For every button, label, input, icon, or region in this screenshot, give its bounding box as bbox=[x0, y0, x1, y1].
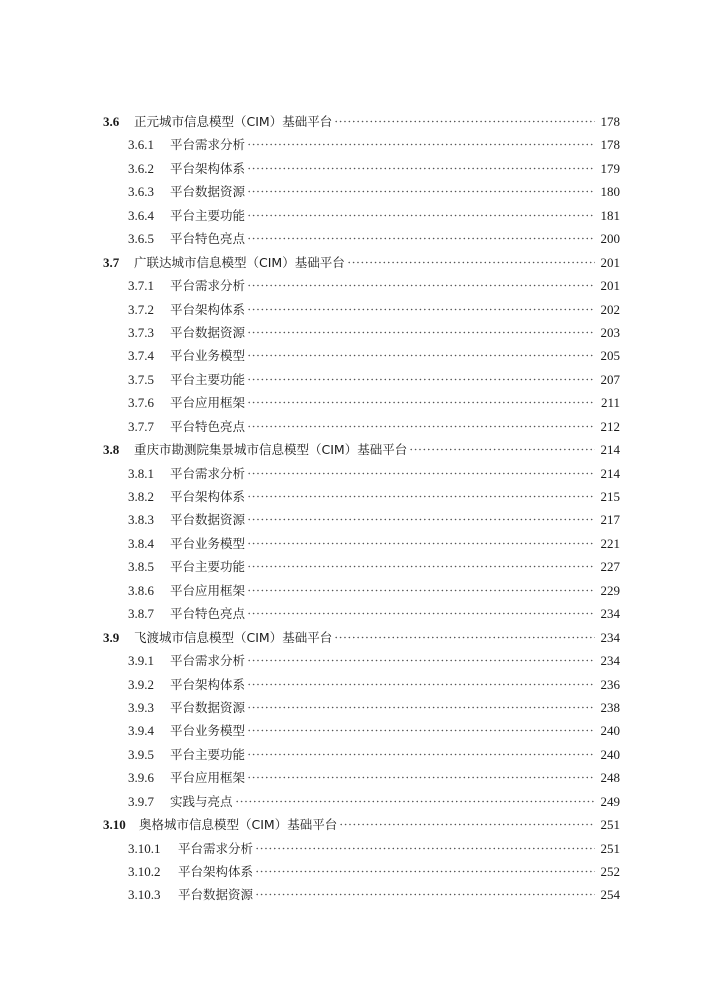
section-title: 重庆市勘测院集景城市信息模型（CIM）基础平台 bbox=[134, 442, 408, 458]
toc-subsection[interactable] bbox=[103, 766, 620, 789]
page-number: 240 bbox=[600, 746, 620, 762]
page-number: 221 bbox=[600, 535, 620, 551]
dot-leader bbox=[247, 167, 595, 170]
dot-leader bbox=[247, 776, 595, 779]
subsection-number: 3.10.1 bbox=[128, 840, 161, 856]
dot-leader bbox=[247, 143, 595, 146]
section-title: 飞渡城市信息模型（CIM）基础平台 bbox=[134, 629, 333, 645]
subsection-number: 3.9.6 bbox=[128, 770, 154, 786]
subsection-title: 平台应用框架 bbox=[170, 395, 246, 411]
dot-leader bbox=[255, 870, 595, 873]
dot-leader bbox=[247, 308, 595, 311]
dot-leader bbox=[334, 120, 595, 123]
table-of-contents bbox=[103, 110, 620, 907]
subsection-title: 平台特色亮点 bbox=[170, 231, 246, 247]
subsection-title: 平台架构体系 bbox=[170, 676, 246, 692]
section-number: 3.6 bbox=[103, 114, 120, 129]
toc-section[interactable] bbox=[103, 251, 620, 274]
dot-leader bbox=[247, 237, 595, 240]
dot-leader bbox=[247, 612, 595, 615]
dot-leader bbox=[334, 636, 595, 639]
subsection-number: 3.7.4 bbox=[128, 348, 154, 364]
subsection-number: 3.7.1 bbox=[128, 278, 154, 294]
subsection-title: 平台数据资源 bbox=[170, 512, 246, 528]
dot-leader bbox=[247, 401, 595, 404]
page-number: 205 bbox=[600, 348, 620, 364]
toc-subsection[interactable] bbox=[103, 555, 620, 578]
subsection-number: 3.8.1 bbox=[128, 465, 154, 481]
subsection-title: 平台主要功能 bbox=[170, 207, 246, 223]
page-number: 214 bbox=[600, 465, 620, 481]
dot-leader bbox=[255, 847, 595, 850]
page-number: 248 bbox=[600, 770, 620, 786]
subsection-title: 平台主要功能 bbox=[170, 559, 246, 575]
page-number: 249 bbox=[600, 793, 620, 809]
toc-subsection[interactable] bbox=[103, 180, 620, 203]
toc-subsection[interactable] bbox=[103, 391, 620, 414]
page-number: 234 bbox=[600, 606, 620, 622]
subsection-title: 平台架构体系 bbox=[170, 160, 246, 176]
toc-subsection[interactable] bbox=[103, 133, 620, 156]
subsection-title: 平台需求分析 bbox=[170, 653, 246, 669]
dot-leader bbox=[347, 261, 595, 264]
dot-leader bbox=[247, 542, 595, 545]
page-number: 251 bbox=[600, 817, 620, 833]
subsection-number: 3.8.4 bbox=[128, 535, 154, 551]
section-title: 正元城市信息模型（CIM）基础平台 bbox=[134, 114, 333, 129]
dot-leader bbox=[247, 659, 595, 662]
subsection-title: 平台特色亮点 bbox=[170, 606, 246, 622]
dot-leader bbox=[255, 893, 595, 896]
subsection-number: 3.6.1 bbox=[128, 137, 154, 153]
subsection-title: 平台需求分析 bbox=[170, 137, 246, 153]
toc-subsection[interactable] bbox=[103, 368, 620, 391]
toc-subsection[interactable] bbox=[103, 274, 620, 297]
page-number: 215 bbox=[600, 489, 620, 504]
page-number: 178 bbox=[600, 137, 620, 153]
subsection-number: 3.10.2 bbox=[128, 864, 161, 879]
subsection-title: 平台需求分析 bbox=[178, 840, 254, 856]
toc-section[interactable] bbox=[103, 438, 620, 461]
page-number: 240 bbox=[600, 723, 620, 739]
section-number: 3.10 bbox=[103, 817, 126, 833]
subsection-number: 3.8.2 bbox=[128, 489, 154, 504]
subsection-title: 平台需求分析 bbox=[170, 465, 246, 481]
subsection-number: 3.10.3 bbox=[128, 887, 161, 903]
subsection-title: 平台数据资源 bbox=[170, 324, 246, 340]
toc-subsection[interactable] bbox=[103, 602, 620, 625]
subsection-number: 3.9.5 bbox=[128, 746, 154, 762]
subsection-number: 3.6.3 bbox=[128, 184, 154, 200]
page-number: 217 bbox=[600, 512, 620, 528]
subsection-number: 3.7.5 bbox=[128, 371, 154, 387]
toc-subsection[interactable] bbox=[103, 673, 620, 696]
subsection-number: 3.9.4 bbox=[128, 723, 154, 739]
dot-leader bbox=[247, 565, 595, 568]
page-number: 234 bbox=[600, 653, 620, 669]
subsection-number: 3.8.5 bbox=[128, 559, 154, 575]
toc-subsection[interactable] bbox=[103, 719, 620, 742]
toc-subsection[interactable] bbox=[103, 743, 620, 766]
toc-section[interactable] bbox=[103, 626, 620, 649]
page-number: 178 bbox=[600, 114, 620, 129]
page-number: 238 bbox=[600, 699, 620, 715]
subsection-title: 平台特色亮点 bbox=[170, 418, 246, 434]
subsection-number: 3.9.1 bbox=[128, 653, 154, 669]
dot-leader bbox=[247, 683, 595, 686]
dot-leader bbox=[247, 425, 595, 428]
subsection-number: 3.8.6 bbox=[128, 582, 154, 598]
subsection-title: 平台数据资源 bbox=[178, 887, 254, 903]
page-number: 254 bbox=[600, 887, 620, 903]
page-number: 207 bbox=[600, 371, 620, 387]
section-number: 3.8 bbox=[103, 442, 120, 458]
dot-leader bbox=[339, 823, 595, 826]
dot-leader bbox=[409, 448, 595, 451]
subsection-number: 3.8.3 bbox=[128, 512, 154, 528]
page-number: 252 bbox=[600, 864, 620, 879]
subsection-number: 3.6.5 bbox=[128, 231, 154, 247]
dot-leader bbox=[247, 331, 595, 334]
subsection-number: 3.6.2 bbox=[128, 160, 154, 176]
toc-subsection[interactable] bbox=[103, 204, 620, 227]
dot-leader bbox=[247, 706, 595, 709]
subsection-number: 3.7.2 bbox=[128, 301, 154, 317]
toc-subsection[interactable] bbox=[103, 860, 620, 883]
page-number: 201 bbox=[600, 254, 620, 270]
subsection-title: 平台架构体系 bbox=[178, 864, 254, 879]
page-number: 181 bbox=[600, 207, 620, 223]
section-number: 3.7 bbox=[103, 254, 120, 270]
subsection-number: 3.9.2 bbox=[128, 676, 154, 692]
toc-subsection[interactable] bbox=[103, 883, 620, 906]
toc-subsection[interactable] bbox=[103, 344, 620, 367]
page-number: 251 bbox=[600, 840, 620, 856]
section-number: 3.9 bbox=[103, 629, 120, 645]
dot-leader bbox=[247, 190, 595, 193]
subsection-title: 平台架构体系 bbox=[170, 301, 246, 317]
toc-subsection[interactable] bbox=[103, 790, 620, 813]
dot-leader bbox=[247, 284, 595, 287]
page-number: 236 bbox=[600, 676, 620, 692]
toc-subsection[interactable] bbox=[103, 696, 620, 719]
toc-subsection[interactable] bbox=[103, 321, 620, 344]
subsection-title: 平台业务模型 bbox=[170, 535, 246, 551]
page-number: 179 bbox=[600, 160, 620, 176]
subsection-title: 平台业务模型 bbox=[170, 723, 246, 739]
subsection-title: 平台应用框架 bbox=[170, 770, 246, 786]
subsection-title: 平台架构体系 bbox=[170, 489, 246, 504]
page-number: 211 bbox=[600, 395, 620, 411]
dot-leader bbox=[247, 354, 595, 357]
subsection-title: 平台应用框架 bbox=[170, 582, 246, 598]
subsection-number: 3.7.6 bbox=[128, 395, 154, 411]
page-number: 229 bbox=[600, 582, 620, 598]
toc-subsection[interactable] bbox=[103, 649, 620, 672]
page-number: 202 bbox=[600, 301, 620, 317]
subsection-title: 平台需求分析 bbox=[170, 278, 246, 294]
page-number: 227 bbox=[600, 559, 620, 575]
toc-subsection[interactable] bbox=[103, 508, 620, 531]
toc-section[interactable] bbox=[103, 813, 620, 836]
dot-leader bbox=[247, 589, 595, 592]
subsection-title: 平台数据资源 bbox=[170, 184, 246, 200]
page-number: 214 bbox=[600, 442, 620, 458]
subsection-title: 平台主要功能 bbox=[170, 371, 246, 387]
toc-subsection[interactable] bbox=[103, 157, 620, 180]
toc-subsection[interactable] bbox=[103, 462, 620, 485]
toc-subsection[interactable] bbox=[103, 227, 620, 250]
dot-leader bbox=[247, 753, 595, 756]
toc-subsection[interactable] bbox=[103, 415, 620, 438]
toc-subsection[interactable] bbox=[103, 485, 620, 508]
dot-leader bbox=[247, 472, 595, 475]
section-title: 广联达城市信息模型（CIM）基础平台 bbox=[134, 254, 345, 270]
toc-subsection[interactable] bbox=[103, 532, 620, 555]
page-number: 180 bbox=[600, 184, 620, 200]
subsection-number: 3.9.7 bbox=[128, 793, 154, 809]
toc-subsection[interactable] bbox=[103, 837, 620, 860]
subsection-number: 3.9.3 bbox=[128, 699, 154, 715]
subsection-number: 3.8.7 bbox=[128, 606, 154, 622]
dot-leader bbox=[247, 378, 595, 381]
subsection-number: 3.6.4 bbox=[128, 207, 154, 223]
toc-subsection[interactable] bbox=[103, 579, 620, 602]
dot-leader bbox=[235, 800, 595, 803]
page-number: 201 bbox=[600, 278, 620, 294]
dot-leader bbox=[247, 518, 595, 521]
page-number: 200 bbox=[600, 231, 620, 247]
toc-section[interactable] bbox=[103, 110, 620, 133]
subsection-title: 平台主要功能 bbox=[170, 746, 246, 762]
section-title: 奥格城市信息模型（CIM）基础平台 bbox=[139, 817, 338, 833]
dot-leader bbox=[247, 729, 595, 732]
page-number: 234 bbox=[600, 629, 620, 645]
subsection-number: 3.7.7 bbox=[128, 418, 154, 434]
dot-leader bbox=[247, 214, 595, 217]
subsection-number: 3.7.3 bbox=[128, 324, 154, 340]
subsection-title: 平台数据资源 bbox=[170, 699, 246, 715]
page-number: 212 bbox=[600, 418, 620, 434]
toc-subsection[interactable] bbox=[103, 298, 620, 321]
dot-leader bbox=[247, 495, 595, 498]
subsection-title: 平台业务模型 bbox=[170, 348, 246, 364]
subsection-title: 实践与亮点 bbox=[170, 793, 233, 809]
page-number: 203 bbox=[600, 324, 620, 340]
